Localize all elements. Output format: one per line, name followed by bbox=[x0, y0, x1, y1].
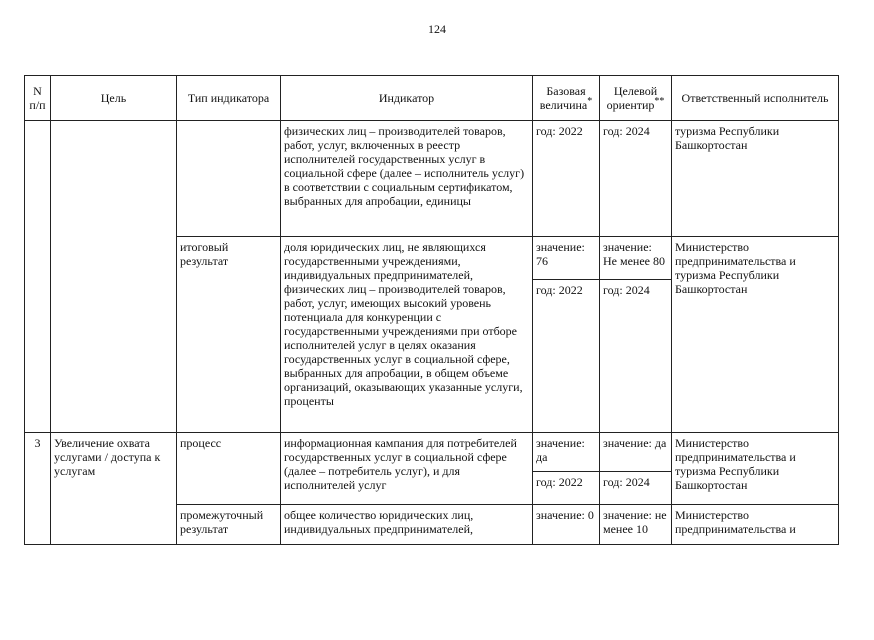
cell-base-split bbox=[533, 433, 600, 505]
cell-executor: Министерство предпринимательства и туризма Республики Башкортостан bbox=[672, 433, 839, 505]
header-goal: Цель bbox=[51, 76, 177, 121]
cell-num bbox=[25, 121, 51, 433]
cell-target-year: год: 2024 bbox=[603, 475, 650, 489]
cell-base-value: значение: 0 bbox=[533, 505, 600, 545]
cell-indicator: доля юридических лиц, не являющихся государственными учреждениями, индивидуальных предпринимателей, физических лиц – производителей товаров, работ, услуг, имеющих высокий уровень потенциала для конкуренции с государственными учреждениями при отборе исполнителей услуг в целях оказания государственных услуг в социальной сфере, выбранных для апробации, в общем объеме организаций, оказывающих указанные услуги, проценты bbox=[281, 237, 533, 433]
cell-target-value: значение: Не менее 80 bbox=[600, 237, 671, 280]
indicators-table bbox=[24, 75, 839, 545]
cell-base-split bbox=[533, 237, 600, 433]
table-row bbox=[25, 433, 839, 505]
page-number: 124 bbox=[428, 22, 446, 36]
cell-goal bbox=[51, 121, 177, 433]
cell-base-year: год: 2022 bbox=[536, 475, 583, 489]
table-row bbox=[25, 121, 839, 237]
cell-target-split bbox=[600, 237, 672, 433]
cell-type bbox=[177, 121, 281, 237]
cell-executor: Министерство предпринимательства и туризма Республики Башкортостан bbox=[672, 237, 839, 433]
cell-target-value: значение: да bbox=[600, 433, 671, 472]
cell-indicator: информационная кампания для потребителей государственных услуг в социальной сфере (далее – потребитель услуг), и для исполнителей услуг bbox=[281, 433, 533, 505]
header-target-mark: ** bbox=[654, 96, 665, 107]
cell-base-year: год: 2022 bbox=[533, 121, 600, 237]
table-header-row bbox=[25, 76, 839, 121]
header-base-mark: * bbox=[587, 96, 593, 107]
cell-target-value: значение: не менее 10 bbox=[600, 505, 672, 545]
cell-executor: Министерство предпринимательства и bbox=[672, 505, 839, 545]
cell-indicator: физических лиц – производителей товаров, работ, услуг, включенных в реестр исполнителей государственных услуг в социальной сфере (далее – исполнитель услуг) в соответствии с социальным сертификатом, выбранных для апробации, единицы bbox=[281, 121, 533, 237]
header-indicator: Индикатор bbox=[281, 76, 533, 121]
cell-target-split bbox=[600, 433, 672, 505]
cell-base-year: год: 2022 bbox=[536, 283, 583, 297]
cell-num: 3 bbox=[25, 433, 51, 545]
cell-base-value: значение: да bbox=[533, 433, 599, 472]
cell-type: процесс bbox=[177, 433, 281, 505]
cell-executor: туризма Республики Башкортостан bbox=[672, 121, 839, 237]
cell-target-year: год: 2024 bbox=[600, 121, 672, 237]
cell-base-value: значение: 76 bbox=[533, 237, 599, 280]
header-executor: Ответственный исполнитель bbox=[672, 76, 839, 121]
header-num: N п/п bbox=[25, 76, 51, 121]
cell-type: итоговый результат bbox=[177, 237, 281, 433]
cell-target-year: год: 2024 bbox=[603, 283, 650, 297]
header-target: Целевой ориентир** bbox=[600, 76, 672, 121]
header-type: Тип индикатора bbox=[177, 76, 281, 121]
cell-indicator: общее количество юридических лиц, индивидуальных предпринимателей, bbox=[281, 505, 533, 545]
cell-goal: Увеличение охвата услугами / доступа к услугам bbox=[51, 433, 177, 545]
cell-type: промежуточный результат bbox=[177, 505, 281, 545]
header-base: Базовая величина* bbox=[533, 76, 600, 121]
